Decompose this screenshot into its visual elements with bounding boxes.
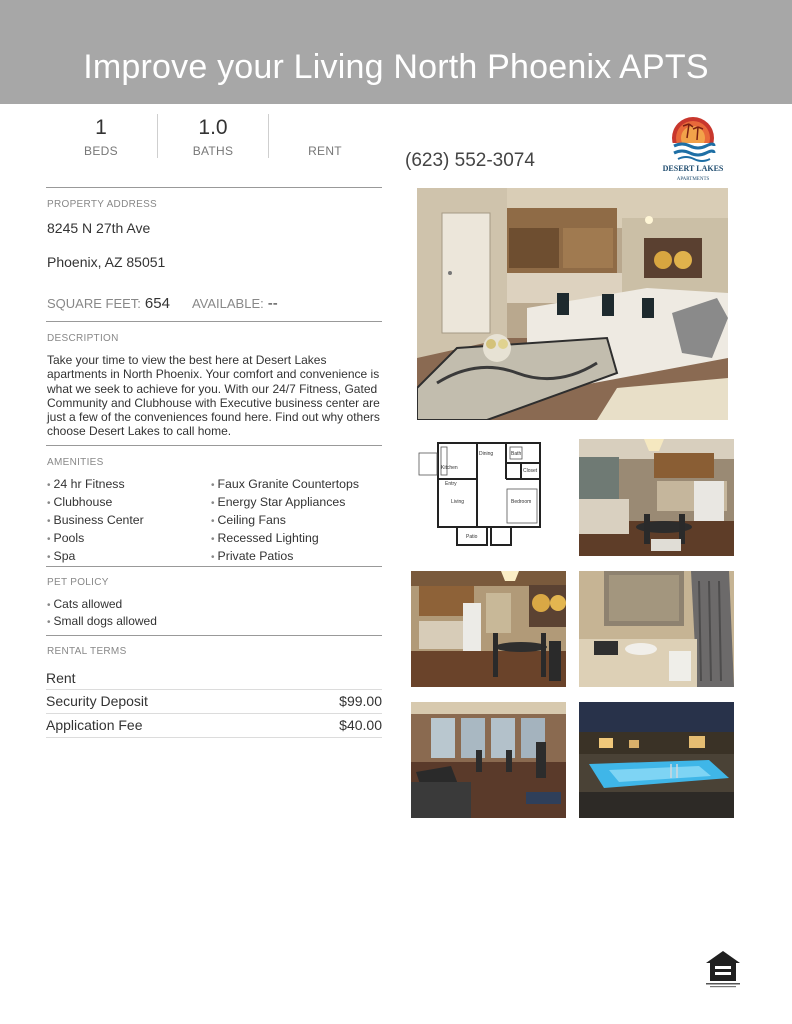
list-item: • Energy Star Appliances [211, 494, 359, 512]
floorplan-label: Dining [479, 451, 494, 457]
list-item: • Ceiling Fans [211, 512, 359, 530]
available-label: AVAILABLE: [191, 296, 264, 311]
amenities-list-left [47, 476, 144, 566]
address-line1: 8245 N 27th Ave [47, 220, 151, 236]
rental-row-name: Security Deposit [46, 693, 148, 709]
list-item: • Business Center [47, 512, 144, 530]
list-item: • Small dogs allowed [47, 614, 157, 631]
beds-value: 1 [95, 116, 107, 139]
amenities-list-right [211, 476, 359, 566]
description-text: Take your time to view the best here at Desert Lakes apartments in North Phoenix. Your comfort and convenience is what we seek to achieve for you. With our 24/7 Fitness, Gated Community and Clubhouse with Executive business center are just a few of the conveniences found here. Find out why others choose Desert Lakes to call home. [47, 353, 380, 439]
square-feet-value: 654 [144, 295, 170, 312]
fitness-center-photo[interactable] [411, 702, 566, 818]
rental-row-security-deposit [46, 691, 382, 715]
rental-row-value: $99.00 [339, 693, 382, 709]
address-line2: Phoenix, AZ 85051 [47, 254, 166, 270]
pet-policy-list [47, 597, 157, 630]
pool-photo[interactable] [579, 702, 734, 818]
beds-stat [71, 116, 131, 158]
rental-terms-label: RENTAL TERMS [47, 646, 127, 657]
list-item: • Faux Granite Countertops [211, 476, 359, 494]
rent-label: RENT [308, 144, 342, 158]
floorplan-label: Bedroom [511, 499, 532, 505]
rental-row-name: Rent [46, 670, 76, 686]
baths-value: 1.0 [198, 116, 228, 139]
phone-number[interactable]: (623) 552-3074 [405, 150, 535, 171]
baths-stat [178, 116, 248, 158]
rental-row-application-fee [46, 715, 382, 739]
living-room-photo[interactable] [417, 188, 728, 420]
bathroom-photo[interactable] [579, 571, 734, 687]
row-divider [46, 713, 382, 714]
list-item: • Cats allowed [47, 597, 157, 614]
list-item: • Pools [47, 530, 144, 548]
floor-plan-image[interactable] [411, 439, 566, 556]
beds-label: BEDS [84, 144, 118, 158]
list-item: • 24 hr Fitness [47, 476, 144, 494]
address-label: PROPERTY ADDRESS [47, 199, 158, 210]
rental-row-name: Application Fee [46, 717, 143, 733]
available-value: -- [267, 295, 278, 312]
list-item: • Clubhouse [47, 494, 144, 512]
section-divider [46, 635, 382, 636]
rental-row-value: $40.00 [339, 717, 382, 733]
desert-lakes-logo [662, 116, 724, 182]
list-item: • Private Patios [211, 548, 359, 566]
logo-text: DESERT LAKES APARTMENTS [662, 164, 724, 182]
square-feet-label: SQUARE FEET: [47, 296, 141, 311]
dining-area-photo[interactable] [579, 439, 734, 556]
section-divider [46, 187, 382, 188]
floorplan-label: Patio [466, 534, 478, 540]
floorplan-label: Entry [445, 481, 457, 487]
description-label: DESCRIPTION [47, 333, 119, 344]
list-item: • Spa [47, 548, 144, 566]
rent-value [295, 116, 355, 142]
page-header [0, 0, 792, 104]
amenities-label: AMENITIES [47, 457, 104, 468]
baths-label: BATHS [192, 144, 234, 158]
page-title: Improve your Living North Phoenix APTS [83, 48, 709, 86]
section-divider [46, 566, 382, 567]
floorplan-label: Bath [511, 451, 522, 457]
size-availability-row [47, 295, 278, 312]
section-divider [46, 321, 382, 322]
floorplan-label: Closet [523, 468, 538, 474]
stat-divider [268, 114, 269, 158]
floorplan-label: Living [451, 499, 465, 505]
pet-policy-label: PET POLICY [47, 577, 109, 588]
row-divider [46, 737, 382, 738]
equal-housing-icon [704, 949, 742, 989]
list-item: • Recessed Lighting [211, 530, 359, 548]
kitchen-photo[interactable] [411, 571, 566, 687]
stat-divider [157, 114, 158, 158]
floorplan-label: Kitchen [441, 465, 458, 471]
rent-stat [295, 116, 355, 158]
section-divider [46, 445, 382, 446]
row-divider [46, 689, 382, 690]
